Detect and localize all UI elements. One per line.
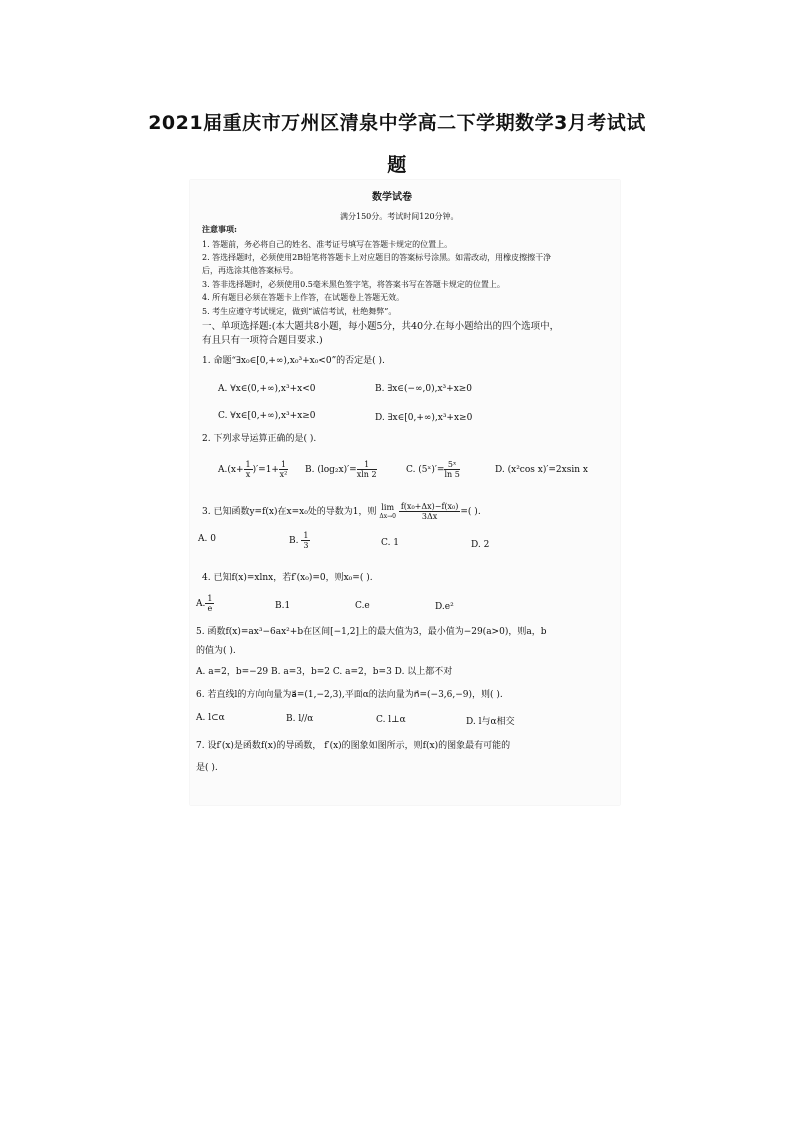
note-3: 3. 答非选择题时，必须使用0.5毫米黑色签字笔，将答案书写在答题卡规定的位置上。 (202, 280, 505, 289)
note-5: 5. 考生应遵守考试规定，做到“诚信考试，杜绝舞弊”。 (202, 307, 397, 316)
q4-option-d: D.e² (435, 602, 454, 612)
q2-stem: 2. 下列求导运算正确的是( ). (202, 434, 317, 444)
section1-instructions-continued: 有且只有一项符合题目要求.) (202, 335, 323, 346)
document-title-continued: 题 (387, 154, 407, 176)
q2-option-a: A.(x+ $\frac{1}{x}$ )′=1+ $\frac{1}{\text{x²}}$ (218, 460, 288, 479)
q6-option-d: D. l与α相交 (466, 717, 515, 727)
q2-option-d: D. (x²cos x)′=2xsin x (495, 465, 588, 475)
q3-option-c: C. 1 (381, 538, 400, 548)
q1-option-d: D. ∃x∈[0,+∞),x³+x≥0 (375, 413, 473, 423)
q4-option-a: A. $\frac{1}{e}$ (196, 594, 213, 613)
q3-option-d: D. 2 (471, 540, 490, 550)
q2-option-b: B. (log₂x)′= $\frac{1}{xln 2}$ (305, 460, 377, 479)
document-title: 2021届重庆市万州区清泉中学高二下学期数学3月考试试 (148, 112, 646, 134)
q7-stem-continued: 是( ). (196, 763, 218, 773)
note-2: 2. 答选择题时，必须使用2B铅笔将答题卡上对应题目的答案标号涂黑。如需改动，用橡皮擦擦干净 (202, 253, 552, 262)
q6-stem: 6. 若直线l的方向向量为a⃗=(1,−2,3),平面α的法向量为n⃗=(−3,6,−9)，则( ). (196, 690, 503, 700)
note-1: 1. 答题前，务必将自己的姓名、准考证号填写在答题卡规定的位置上。 (202, 240, 453, 249)
q5-stem: 5. 函数f(x)=ax³−6ax²+b在区间[−1,2]上的最大值为3，最小值为−29(a>0)，则a，b (196, 627, 547, 637)
note-2-continued: 后，再选涂其他答案标号。 (202, 266, 298, 275)
notes-heading: 注意事项: (202, 224, 237, 234)
q4-option-c: C.e (355, 601, 370, 611)
q6-option-c: C. l⊥α (376, 715, 406, 725)
score-time-line: 满分150分。考试时间120分钟。 (340, 212, 459, 221)
q1-option-c: C. ∀x∈[0,+∞),x³+x≥0 (218, 411, 316, 421)
section1-instructions: 一、单项选择题:(本大题共8小题，每小题5分，共40分.在每小题给出的四个选项中， (202, 321, 560, 332)
q2-option-c: C. (5ˣ)′= $\frac{\text{5ˣ}}{\ln 5}$ (406, 460, 460, 479)
q4-stem: 4. 已知f(x)=xlnx，若f′(x₀)=0，则x₀=( ). (202, 573, 373, 583)
q5-stem-continued: 的值为( ). (196, 646, 236, 656)
q3-stem: 3. 已知函数y=f(x)在x=x₀处的导数为1，则 lim Δx→0 $\frac{\text{f(x₀+Δx)−f(x₀)}}{3\Delta x}$ =( ). (202, 502, 481, 521)
q1-option-a: A. ∀x∈(0,+∞),x³+x<0 (218, 384, 316, 394)
q4-option-b: B.1 (275, 601, 291, 611)
q3-option-a: A. 0 (198, 534, 216, 544)
note-4: 4. 所有题目必须在答题卡上作答，在试题卷上答题无效。 (202, 293, 405, 302)
q3-option-b: B. $\frac{1}{3}$ (289, 531, 309, 550)
q5-options: A. a=2，b=−29 B. a=3，b=2 C. a=2，b=3 D. 以上都不对 (196, 667, 453, 677)
q1-stem: 1. 命题“∃x₀∈[0,+∞),x₀³+x₀<0”的否定是( ). (202, 356, 385, 366)
q7-stem: 7. 设f′(x)是函数f(x)的导函数， f′(x)的图象如图所示，则f(x)的图象最有可能的 (196, 741, 511, 751)
q6-option-b: B. l//α (286, 714, 314, 724)
exam-heading: 数学试卷 (372, 192, 412, 203)
q1-option-b: B. ∃x∈(−∞,0),x³+x≥0 (375, 384, 473, 394)
q6-option-a: A. l⊂α (196, 713, 225, 723)
